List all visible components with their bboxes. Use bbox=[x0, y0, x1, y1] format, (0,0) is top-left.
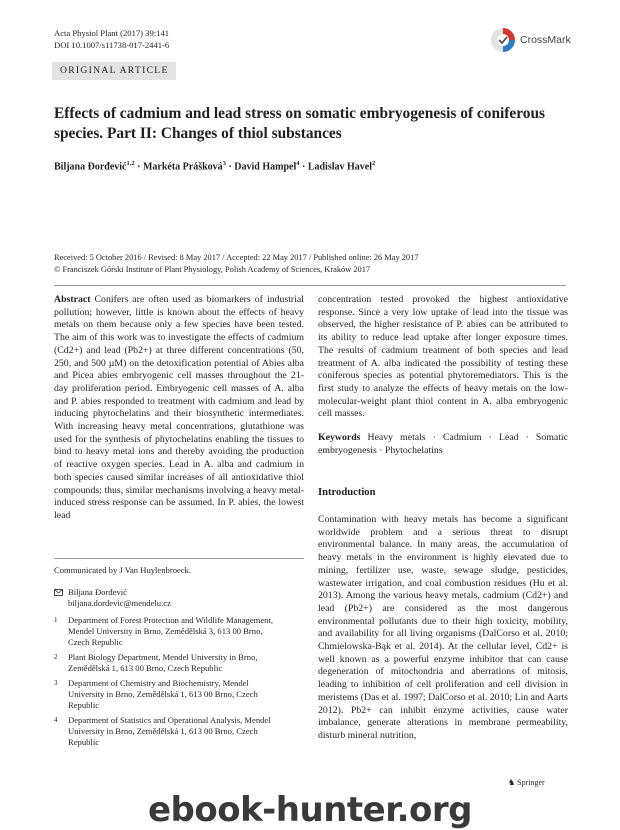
author-separator: · bbox=[225, 161, 235, 173]
correspondence-block bbox=[54, 587, 294, 609]
abstract-section bbox=[54, 294, 304, 523]
abstract-continuation: concentration tested provoked the highest antioxidative response. Since a very low uptake of lead into the tissue was observed, the higher resistance of P. abies can be attributed to its ability to reduce lead uptake after longer exposure times. The results of cadmium treatment of both species and lead treatment of A. alba indicated the possibility of testing these coniferous species as potential phytoremediators. This is the first study to analyze the effects of heavy metals on the low-molecular-weight plant thiol content in A. alba embryogenic cell masses. bbox=[318, 294, 568, 420]
corresponding-email[interactable]: biljana.dordevic@mendelu.cz bbox=[68, 598, 171, 608]
affiliation-text: Department of Statistics and Operational Analysis, Mendel University in Brno, Zemědělská 1, 613 00 Brno, Czech Republic bbox=[68, 715, 271, 747]
article-title: Effects of cadmium and lead stress on somatic embryogenesis of coniferous species. Part II: Changes of thiol substances bbox=[54, 105, 546, 142]
abstract-text: Conifers are often used as biomarkers of industrial pollution; however, little is known about the effects of heavy metals on them because only a few species have been tested. The aim of this work was to investigate the effects of cadmium (Cd2+) and lead (Pb2+) at three different concentrations (50, 250, and 500 µM) on the detoxification potential of Abies alba and Picea abies embryogenic cell masses throughout the 21-day proliferation period. Embryogenic cell masses of A. alba and P. abies responded to treatment with cadmium and lead by inducing phytochelatins and their biosynthetic intermediates. With increasing heavy metal concentrations, glutathione was used for the synthesis of phytochelatins enabling the tissues to bind to heavy metal ions and thereby avoiding the production of reactive oxygen species. Lead in A. alba and cadmium in both species caused similar increases of all antioxidative thiol compounds; thus, similar mechanisms involving a heavy metal-induced stress response can be assumed. In P. abies, the lowest lead bbox=[54, 294, 304, 521]
journal-citation: Acta Physiol Plant (2017) 39:141 bbox=[54, 28, 170, 38]
affiliation-number: 4 bbox=[54, 716, 58, 724]
keywords-section bbox=[318, 432, 568, 457]
envelope-icon bbox=[54, 588, 63, 599]
header-divider bbox=[54, 285, 566, 286]
crossmark-icon bbox=[490, 27, 516, 53]
author-affiliation-ref: 3 bbox=[222, 160, 226, 167]
author-list bbox=[54, 160, 375, 172]
publication-history bbox=[54, 252, 574, 275]
communicated-by: Communicated by J Van Huylenbroeck. bbox=[54, 565, 192, 575]
crossmark-label: CrossMark bbox=[520, 34, 571, 46]
affiliation-text: Plant Biology Department, Mendel University in Brno, Zemědělská 1, 613 00 Brno, Czech Republic bbox=[68, 652, 258, 673]
author-name[interactable]: Ladislav Havel bbox=[307, 161, 373, 173]
crossmark-badge[interactable] bbox=[490, 27, 580, 53]
publisher-name: Springer bbox=[517, 778, 545, 787]
footnote-divider bbox=[54, 558, 304, 559]
author-affiliation-ref: 1,2 bbox=[126, 160, 135, 167]
affiliation-item bbox=[54, 715, 286, 748]
author-name[interactable]: Markéta Prášková bbox=[142, 161, 223, 173]
watermark: ebook-hunter.org bbox=[147, 790, 473, 830]
dates-line: Received: 5 October 2016 / Revised: 8 May 2017 / Accepted: 22 May 2017 / Published online: 26 May 2017 bbox=[54, 253, 419, 262]
keywords-label: Keywords bbox=[318, 432, 361, 443]
abstract-label: Abstract bbox=[54, 294, 91, 305]
affiliation-number: 3 bbox=[54, 679, 58, 687]
affiliation-item bbox=[54, 652, 286, 674]
corresponding-author: Biljana Đorđević bbox=[68, 587, 127, 597]
affiliation-number: 1 bbox=[54, 616, 58, 624]
author-separator: · bbox=[134, 161, 143, 173]
author-name[interactable]: Biljana Đorđević bbox=[54, 161, 127, 173]
affiliation-number: 2 bbox=[54, 653, 58, 661]
keywords-text: Heavy metals · Cadmium · Lead · Somatic embryogenesis · Phytochelatins bbox=[318, 432, 569, 456]
introduction-body: Contamination with heavy metals has become a significant worldwide problem and a serious threat to disrupt environmental balance. In many areas, the accumulation of heavy metals in the environment is highly elevated due to mining, fertilizer use, waste, sewage sludge, pesticides, wastewater irrigation, and coal combustion residues (Hu et al. 2013). Among the various heavy metals, cadmium (Cd2+) and lead (Pb2+) are considered as the most dangerous environmental pollutants due to their high toxicity, mobility, and availability for all living organisms (DalCorso et al. 2010; Chmielowska-Bąk et al. 2014). At the cellular level, Cd2+ is well known as a powerful enzyme inhibitor that can cause degeneration of mitochondria and aberrations of mitosis, leading to inhibition of cell proliferation and cell division in meristems (Das et al. 1997; DalCorso et al. 2010; Lin and Aarts 2012). Pb2+ can inhibit enzyme activities, cause water imbalance, generate alterations in membrane permeability, disturb mineral nutrition, bbox=[318, 514, 568, 741]
affiliation-item bbox=[54, 678, 286, 711]
springer-horse-icon: ♞ bbox=[508, 778, 516, 787]
doi-line: DOI 10.1007/s11738-017-2441-6 bbox=[54, 40, 170, 50]
introduction-heading: Introduction bbox=[318, 487, 376, 498]
article-type-badge: ORIGINAL ARTICLE bbox=[52, 62, 176, 80]
affiliation-item bbox=[54, 615, 286, 648]
author-separator: · bbox=[299, 161, 308, 173]
author-name[interactable]: David Hampel bbox=[234, 161, 297, 173]
affiliation-text: Department of Forest Protection and Wildlife Management, Mendel University in Brno, Zemědělská 3, 613 00 Brno, Czech Republic bbox=[68, 615, 273, 647]
publisher-logo bbox=[508, 778, 545, 787]
author-affiliation-ref: 4 bbox=[296, 160, 300, 167]
affiliation-text: Department of Chemistry and Biochemistry, Mendel University in Brno, Zemědělská 1, 613 00 Brno, Czech Republic bbox=[68, 678, 258, 710]
author-affiliation-ref: 2 bbox=[372, 160, 376, 167]
copyright-line: © Franciszek Górski Institute of Plant Physiology, Polish Academy of Sciences, Kraków 2017 bbox=[54, 264, 371, 274]
